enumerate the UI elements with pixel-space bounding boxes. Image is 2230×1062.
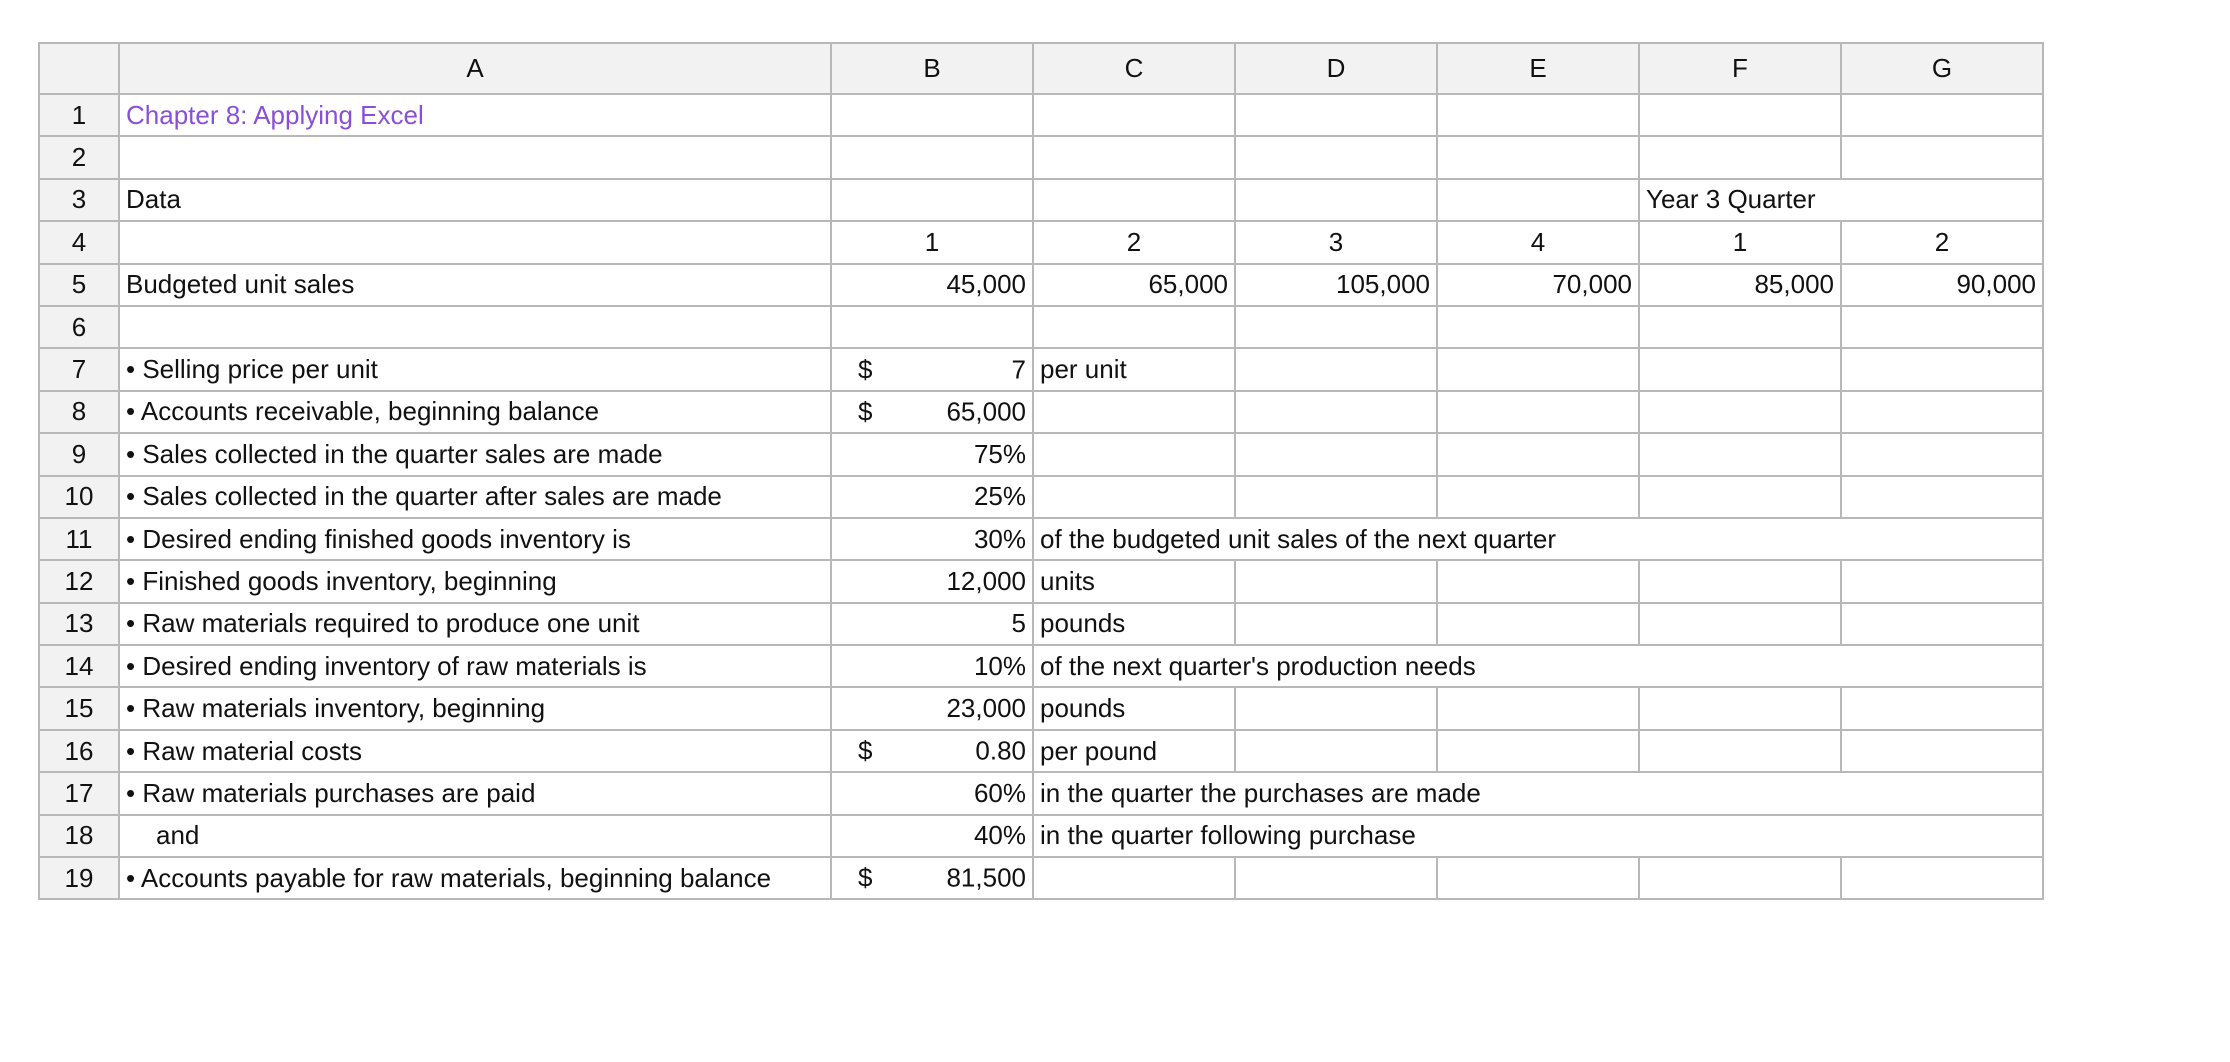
cell-e3[interactable] (1437, 179, 1639, 221)
cell-c1[interactable] (1033, 94, 1235, 136)
row-header[interactable]: 5 (39, 264, 119, 306)
sheet-row (39, 136, 2043, 178)
currency-symbol: $ (858, 735, 873, 766)
cell-c9[interactable] (1033, 433, 1235, 475)
cell-a2[interactable] (119, 136, 831, 178)
cell-c5[interactable]: 65,000 (1033, 264, 1235, 306)
row-header[interactable]: 4 (39, 221, 119, 263)
cell-g8[interactable] (1841, 391, 2043, 433)
cell-value: 7 (1011, 354, 1026, 385)
row-header[interactable]: 11 (39, 518, 119, 560)
cell-f6[interactable] (1639, 306, 1841, 348)
cell-a13[interactable]: • Raw materials required to produce one unit (119, 603, 831, 645)
sheet-row (39, 476, 2043, 518)
cell-c13[interactable]: pounds (1033, 603, 1235, 645)
cell-g19[interactable] (1841, 857, 2043, 899)
cell-c2[interactable] (1033, 136, 1235, 178)
cell-d9[interactable] (1235, 433, 1437, 475)
column-header-g[interactable]: G (1841, 43, 2043, 94)
cell-d16[interactable] (1235, 730, 1437, 772)
cell-d10[interactable] (1235, 476, 1437, 518)
row-header[interactable]: 16 (39, 730, 119, 772)
cell-g13[interactable] (1841, 603, 2043, 645)
sheet-row (39, 603, 2043, 645)
cell-d7[interactable] (1235, 348, 1437, 390)
sheet-row (39, 391, 2043, 433)
cell-b17[interactable]: 60% (831, 772, 1033, 814)
cell-a1-title[interactable]: Chapter 8: Applying Excel (119, 94, 831, 136)
select-all-corner[interactable] (39, 43, 119, 94)
cell-b14[interactable]: 10% (831, 645, 1033, 687)
sheet-row (39, 687, 2043, 729)
cell-b3[interactable] (831, 179, 1033, 221)
row-header[interactable]: 17 (39, 772, 119, 814)
cell-a17[interactable]: • Raw materials purchases are paid (119, 772, 831, 814)
sheet-row (39, 560, 2043, 602)
cell-c6[interactable] (1033, 306, 1235, 348)
cell-e1[interactable] (1437, 94, 1639, 136)
row-header[interactable]: 10 (39, 476, 119, 518)
cell-a16[interactable]: • Raw material costs (119, 730, 831, 772)
cell-b18[interactable]: 40% (831, 815, 1033, 857)
cell-d5[interactable]: 105,000 (1235, 264, 1437, 306)
row-header[interactable]: 1 (39, 94, 119, 136)
cell-d1[interactable] (1235, 94, 1437, 136)
cell-b2[interactable] (831, 136, 1033, 178)
row-header[interactable]: 7 (39, 348, 119, 390)
row-header[interactable]: 13 (39, 603, 119, 645)
cell-value: 0.80 (975, 735, 1026, 766)
cell-e12[interactable] (1437, 560, 1639, 602)
cell-a3[interactable]: Data (119, 179, 831, 221)
column-header-d[interactable]: D (1235, 43, 1437, 94)
cell-f12[interactable] (1639, 560, 1841, 602)
cell-g12[interactable] (1841, 560, 2043, 602)
cell-f4[interactable]: 1 (1639, 221, 1841, 263)
sheet-row (39, 221, 2043, 263)
cell-e6[interactable] (1437, 306, 1639, 348)
cell-c15[interactable]: pounds (1033, 687, 1235, 729)
cell-f5[interactable]: 85,000 (1639, 264, 1841, 306)
cell-d19[interactable] (1235, 857, 1437, 899)
sheet-row (39, 772, 2043, 814)
cell-g5[interactable]: 90,000 (1841, 264, 2043, 306)
cell-d6[interactable] (1235, 306, 1437, 348)
cell-a9[interactable]: • Sales collected in the quarter sales are made (119, 433, 831, 475)
cell-c10[interactable] (1033, 476, 1235, 518)
cell-a7[interactable]: • Selling price per unit (119, 348, 831, 390)
cell-c12[interactable]: units (1033, 560, 1235, 602)
cell-f3[interactable]: Year 3 Quarter (1639, 179, 2043, 221)
cell-e9[interactable] (1437, 433, 1639, 475)
cell-c4[interactable]: 2 (1033, 221, 1235, 263)
cell-c19[interactable] (1033, 857, 1235, 899)
row-header[interactable]: 14 (39, 645, 119, 687)
sheet-row (39, 730, 2043, 772)
cell-g6[interactable] (1841, 306, 2043, 348)
column-header-c[interactable]: C (1033, 43, 1235, 94)
cell-e10[interactable] (1437, 476, 1639, 518)
currency-symbol: $ (858, 354, 873, 385)
sheet-row (39, 179, 2043, 221)
cell-g1[interactable] (1841, 94, 2043, 136)
cell-e5[interactable]: 70,000 (1437, 264, 1639, 306)
cell-b13[interactable]: 5 (831, 603, 1033, 645)
cell-f7[interactable] (1639, 348, 1841, 390)
spreadsheet-grid (38, 42, 2044, 900)
sheet-row (39, 645, 2043, 687)
cell-a5[interactable]: Budgeted unit sales (119, 264, 831, 306)
cell-a6[interactable] (119, 306, 831, 348)
row-header[interactable]: 15 (39, 687, 119, 729)
cell-a11[interactable]: • Desired ending finished goods inventory is (119, 518, 831, 560)
cell-c16[interactable]: per pound (1033, 730, 1235, 772)
sheet-row (39, 815, 2043, 857)
cell-e7[interactable] (1437, 348, 1639, 390)
sheet-row (39, 518, 2043, 560)
cell-value: 81,500 (946, 862, 1026, 893)
cell-e19[interactable] (1437, 857, 1639, 899)
cell-f9[interactable] (1639, 433, 1841, 475)
cell-e4[interactable]: 4 (1437, 221, 1639, 263)
cell-e15[interactable] (1437, 687, 1639, 729)
cell-d3[interactable] (1235, 179, 1437, 221)
cell-c17[interactable]: in the quarter the purchases are made (1033, 772, 2043, 814)
cell-a14[interactable]: • Desired ending inventory of raw materials is (119, 645, 831, 687)
cell-e16[interactable] (1437, 730, 1639, 772)
cell-e8[interactable] (1437, 391, 1639, 433)
cell-g10[interactable] (1841, 476, 2043, 518)
sheet-row (39, 306, 2043, 348)
column-header-f[interactable]: F (1639, 43, 1841, 94)
cell-c14[interactable]: of the next quarter's production needs (1033, 645, 2043, 687)
cell-d13[interactable] (1235, 603, 1437, 645)
row-header[interactable]: 8 (39, 391, 119, 433)
sheet-row (39, 348, 2043, 390)
cell-c3[interactable] (1033, 179, 1235, 221)
cell-a10[interactable]: • Sales collected in the quarter after sales are made (119, 476, 831, 518)
cell-d2[interactable] (1235, 136, 1437, 178)
cell-f8[interactable] (1639, 391, 1841, 433)
cell-f10[interactable] (1639, 476, 1841, 518)
cell-c18[interactable]: in the quarter following purchase (1033, 815, 2043, 857)
cell-e13[interactable] (1437, 603, 1639, 645)
cell-c8[interactable] (1033, 391, 1235, 433)
cell-b6[interactable] (831, 306, 1033, 348)
currency-symbol: $ (858, 862, 873, 893)
cell-b11[interactable]: 30% (831, 518, 1033, 560)
cell-f19[interactable] (1639, 857, 1841, 899)
sheet-row (39, 94, 2043, 136)
cell-g9[interactable] (1841, 433, 2043, 475)
cell-f15[interactable] (1639, 687, 1841, 729)
cell-c7[interactable]: per unit (1033, 348, 1235, 390)
cell-g16[interactable] (1841, 730, 2043, 772)
sheet-row (39, 433, 2043, 475)
cell-b5[interactable]: 45,000 (831, 264, 1033, 306)
cell-a15[interactable]: • Raw materials inventory, beginning (119, 687, 831, 729)
cell-f2[interactable] (1639, 136, 1841, 178)
cell-f13[interactable] (1639, 603, 1841, 645)
cell-f16[interactable] (1639, 730, 1841, 772)
cell-b4[interactable]: 1 (831, 221, 1033, 263)
row-header[interactable]: 9 (39, 433, 119, 475)
cell-f1[interactable] (1639, 94, 1841, 136)
column-header-row (39, 43, 2043, 94)
cell-c11[interactable]: of the budgeted unit sales of the next quarter (1033, 518, 2043, 560)
cell-a8[interactable]: • Accounts receivable, beginning balance (119, 391, 831, 433)
cell-a12[interactable]: • Finished goods inventory, beginning (119, 560, 831, 602)
cell-value: 65,000 (946, 396, 1026, 427)
cell-e2[interactable] (1437, 136, 1639, 178)
row-header[interactable]: 12 (39, 560, 119, 602)
cell-d8[interactable] (1235, 391, 1437, 433)
cell-b9[interactable]: 75% (831, 433, 1033, 475)
row-header[interactable]: 2 (39, 136, 119, 178)
cell-d4[interactable]: 3 (1235, 221, 1437, 263)
cell-a4[interactable] (119, 221, 831, 263)
cell-a18[interactable]: and (119, 815, 831, 857)
column-header-a[interactable]: A (119, 43, 831, 94)
cell-g2[interactable] (1841, 136, 2043, 178)
cell-g7[interactable] (1841, 348, 2043, 390)
row-header[interactable]: 6 (39, 306, 119, 348)
sheet-row (39, 857, 2043, 899)
column-header-e[interactable]: E (1437, 43, 1639, 94)
row-header[interactable]: 18 (39, 815, 119, 857)
row-header[interactable]: 3 (39, 179, 119, 221)
cell-b1[interactable] (831, 94, 1033, 136)
cell-b8[interactable] (831, 391, 1033, 433)
cell-g15[interactable] (1841, 687, 2043, 729)
cell-b19[interactable] (831, 857, 1033, 899)
cell-b16[interactable] (831, 730, 1033, 772)
row-header[interactable]: 19 (39, 857, 119, 899)
cell-a19[interactable]: • Accounts payable for raw materials, beginning balance (119, 857, 831, 899)
cell-d15[interactable] (1235, 687, 1437, 729)
cell-g4[interactable]: 2 (1841, 221, 2043, 263)
currency-symbol: $ (858, 396, 873, 427)
cell-b10[interactable]: 25% (831, 476, 1033, 518)
column-header-b[interactable]: B (831, 43, 1033, 94)
cell-d12[interactable] (1235, 560, 1437, 602)
sheet-row (39, 264, 2043, 306)
cell-b15[interactable]: 23,000 (831, 687, 1033, 729)
cell-b7[interactable] (831, 348, 1033, 390)
cell-b12[interactable]: 12,000 (831, 560, 1033, 602)
